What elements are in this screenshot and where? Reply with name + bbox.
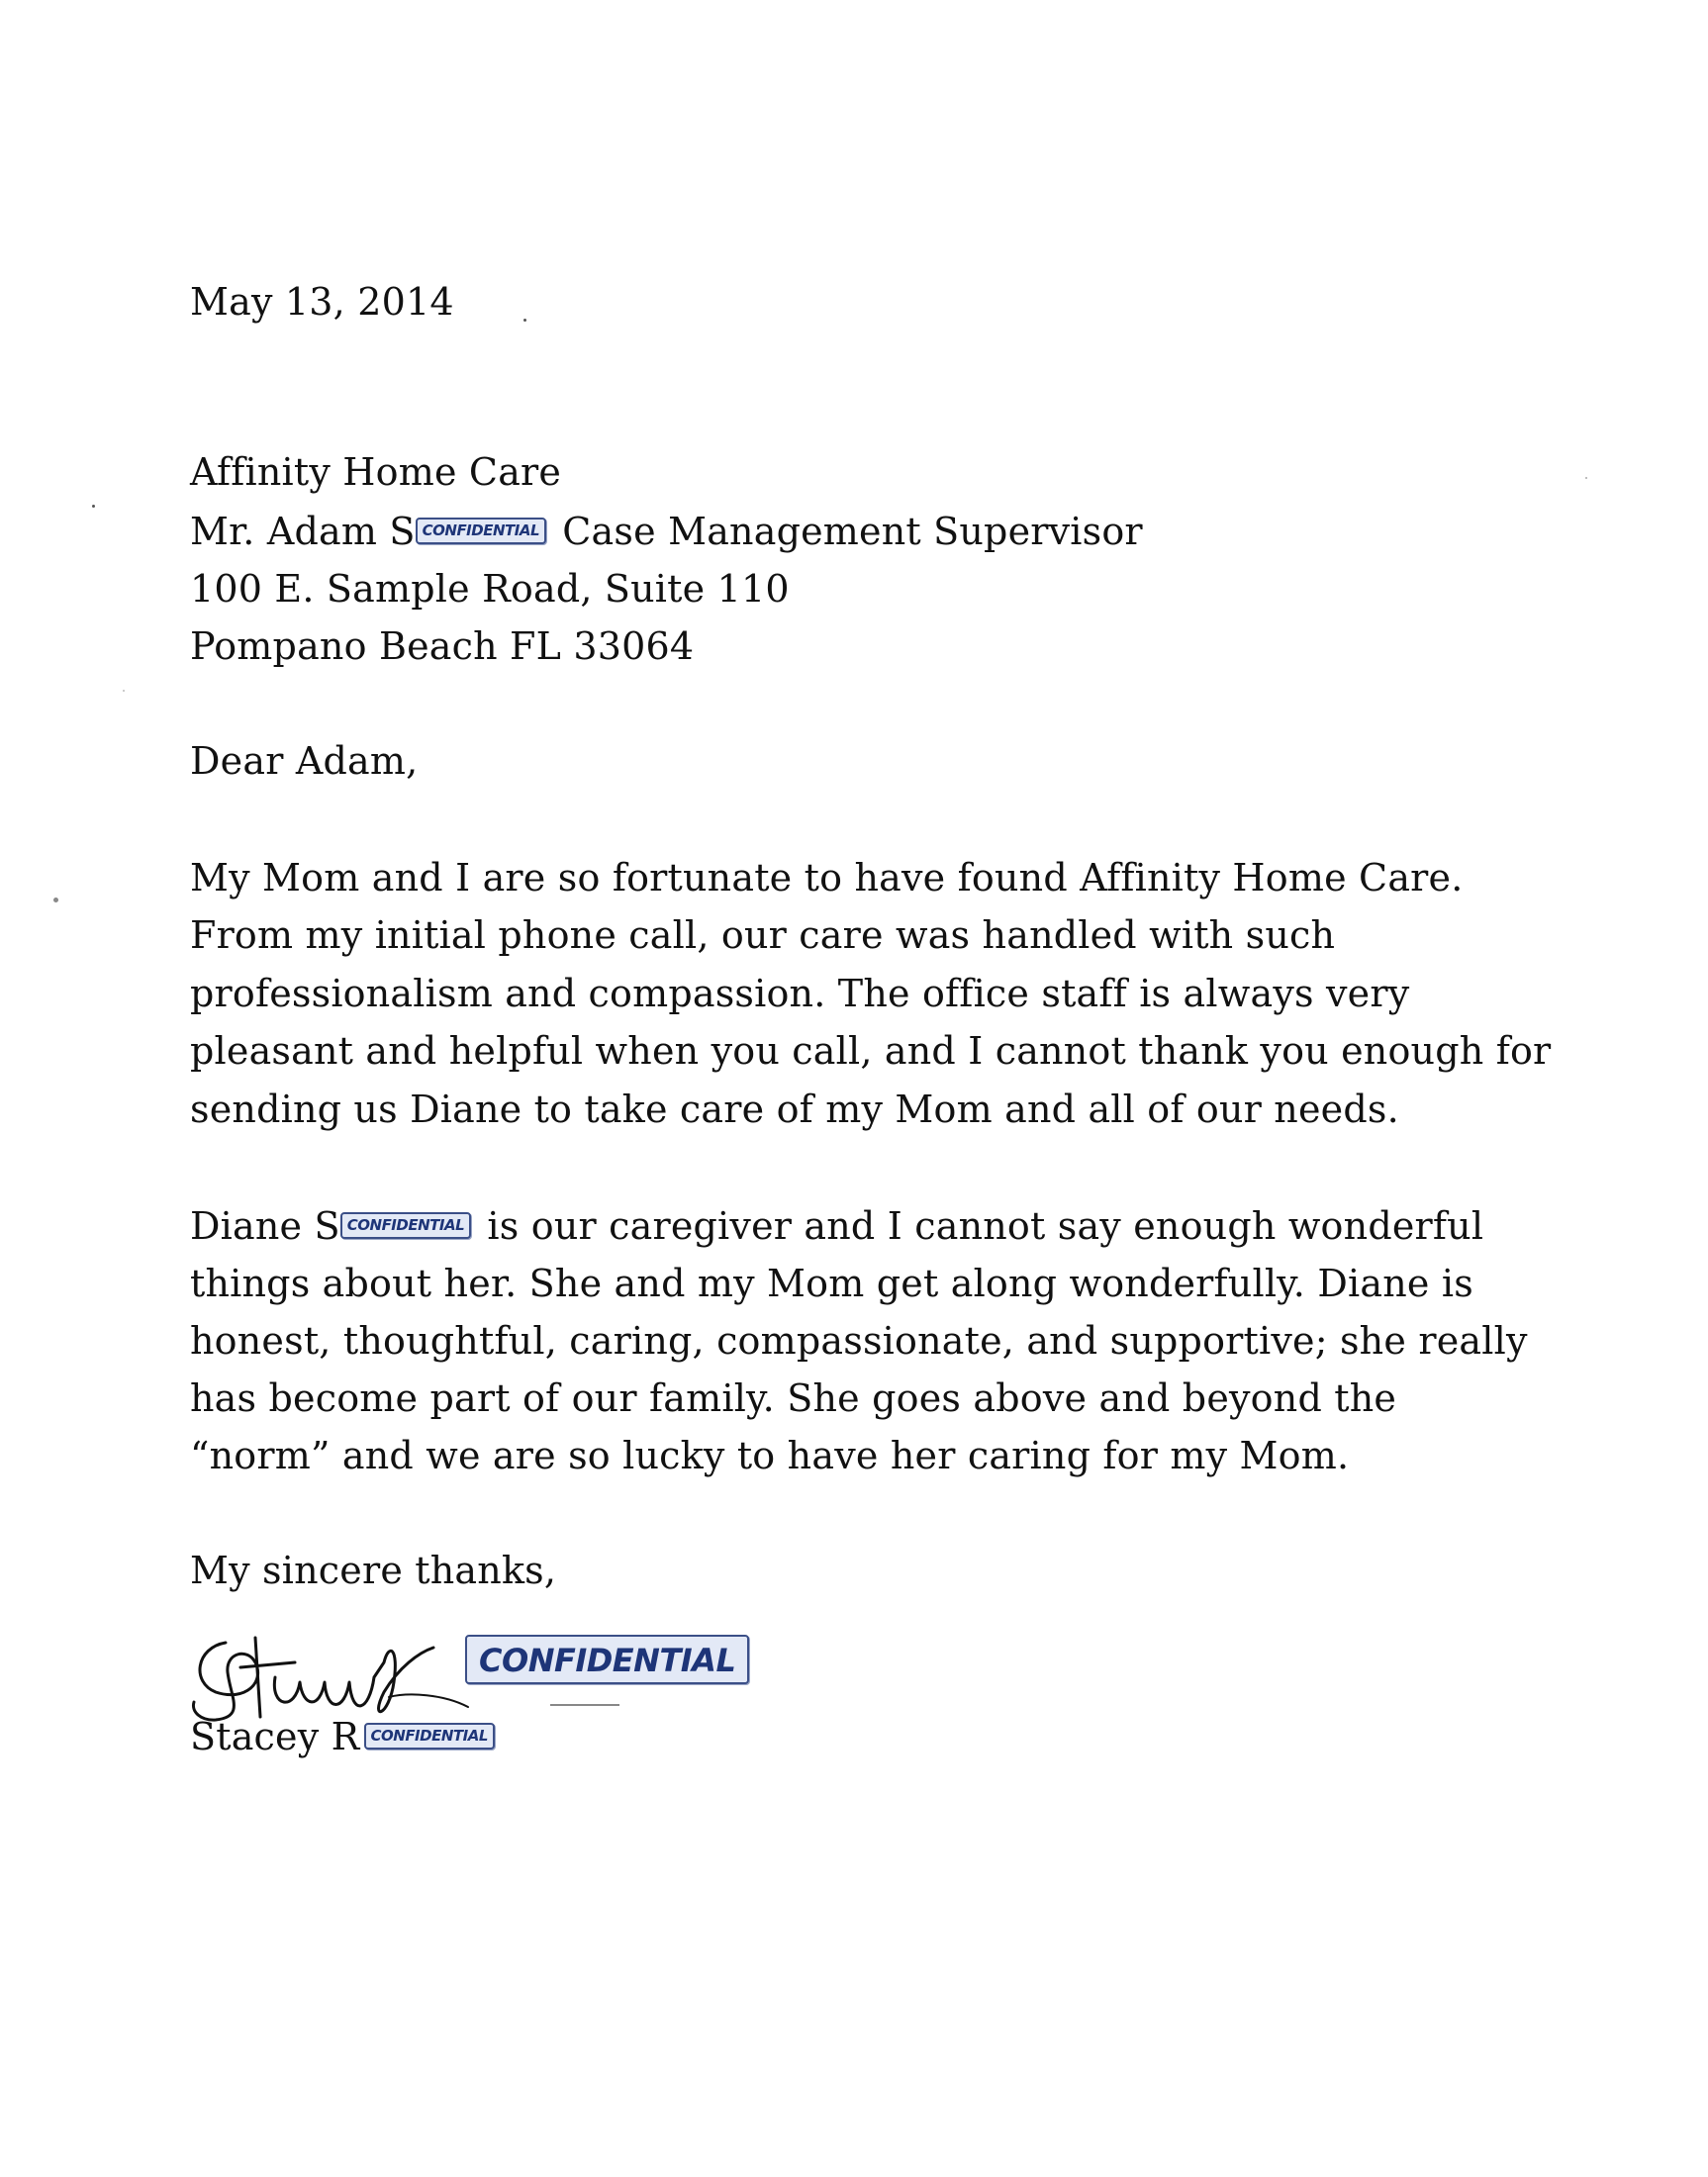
recipient-title: Case Management Supervisor <box>562 510 1143 553</box>
paragraph1-line: sending us Diane to take care of my Mom and all of our needs. <box>190 1088 1399 1131</box>
scan-speck <box>123 690 125 692</box>
confidential-redaction-stamp: CONFIDENTIAL <box>340 1212 471 1239</box>
paragraph2-text: is our caregiver and I cannot say enough wonderful <box>487 1204 1484 1248</box>
letter-date: May 13, 2014 <box>190 280 454 324</box>
paragraph1-line: From my initial phone call, our care was handled with such <box>190 913 1336 957</box>
scan-speck <box>53 898 58 902</box>
scan-speck <box>92 505 95 508</box>
confidential-redaction-stamp: CONFIDENTIAL <box>364 1723 495 1750</box>
scan-speck <box>1585 477 1587 479</box>
signer-name-line <box>190 1715 499 1758</box>
paragraph2-line: “norm” and we are so lucky to have her caring for my Mom. <box>190 1434 1350 1477</box>
paragraph2-line <box>190 1204 1484 1248</box>
caregiver-name: Diane S <box>190 1204 340 1248</box>
closing: My sincere thanks, <box>190 1549 557 1592</box>
paragraph2-line: has become part of our family. She goes above and beyond the <box>190 1376 1397 1420</box>
signature-underline <box>550 1704 619 1706</box>
paragraph2-line: things about her. She and my Mom get along wonderfully. Diane is <box>190 1262 1473 1305</box>
paragraph1-line: My Mom and I are so fortunate to have found Affinity Home Care. <box>190 856 1464 899</box>
confidential-redaction-stamp: CONFIDENTIAL <box>465 1635 749 1684</box>
recipient-city: Pompano Beach FL 33064 <box>190 624 695 668</box>
signer-name: Stacey R <box>190 1715 360 1758</box>
paragraph2-line: honest, thoughtful, caring, compassionate, and supportive; she really <box>190 1319 1528 1363</box>
confidential-redaction-stamp: CONFIDENTIAL <box>416 518 546 544</box>
paragraph1-line: pleasant and helpful when you call, and I cannot thank you enough for <box>190 1029 1552 1073</box>
paragraph1-line: professionalism and compassion. The office staff is always very <box>190 972 1410 1015</box>
recipient-company: Affinity Home Care <box>190 450 562 494</box>
salutation: Dear Adam, <box>190 739 419 783</box>
recipient-name: Mr. Adam S <box>190 510 416 553</box>
recipient-name-line <box>190 510 1143 553</box>
scan-speck <box>523 319 526 322</box>
recipient-street: 100 E. Sample Road, Suite 110 <box>190 567 790 611</box>
